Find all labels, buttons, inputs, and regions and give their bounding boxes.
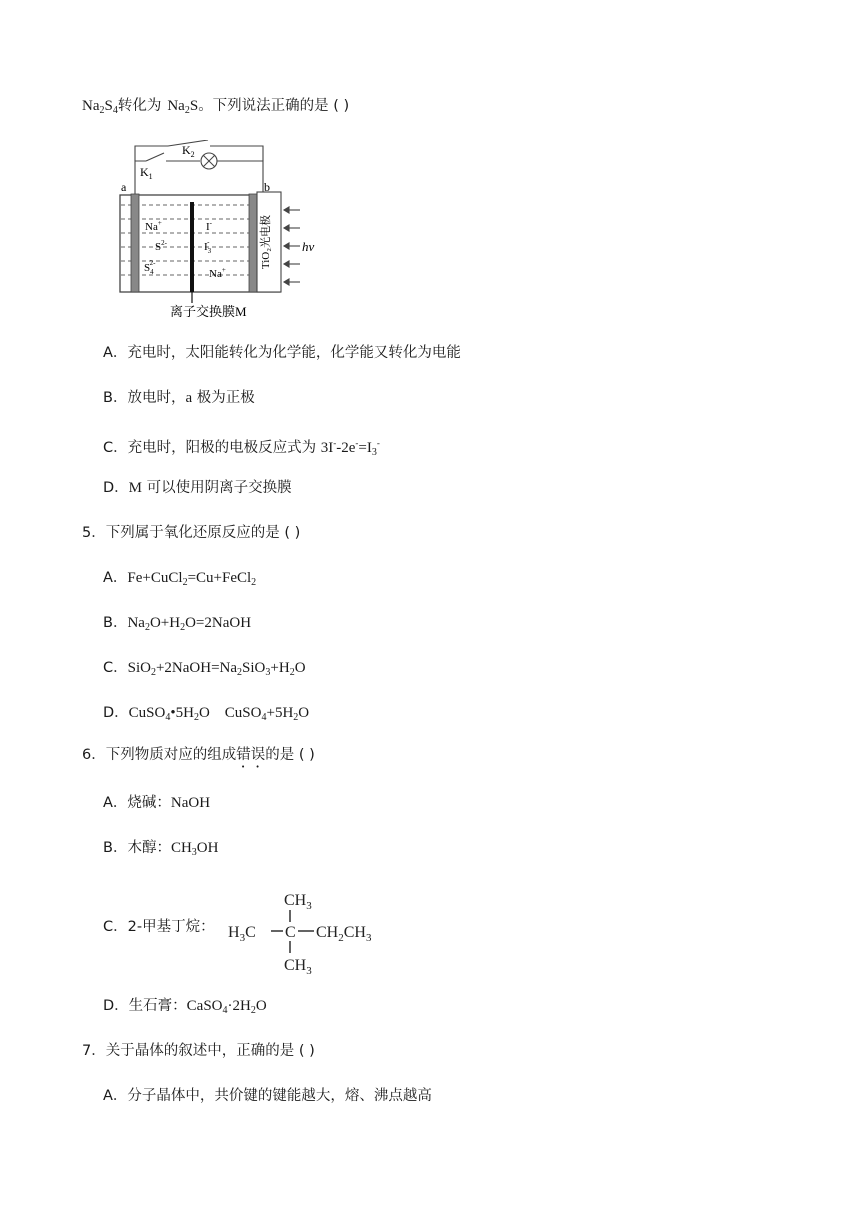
q5-stem: 5．下列属于氧化还原反应的是 ( )	[82, 525, 301, 541]
formula-na2s: $Na_2S$	[167, 98, 199, 116]
q5-option-d: D．$CuSO_4•5H_2O$ $CuSO_4+5H_2O$	[103, 705, 310, 723]
struct-right-ch2ch3: $CH_2CH_3$	[316, 924, 372, 944]
q6-option-b: B．木醇：$CH_3OH$	[103, 840, 219, 858]
intro-text1: 转化为	[117, 98, 162, 114]
q7-stem: 7．关于晶体的叙述中，正确的是 ( )	[82, 1043, 315, 1059]
struct-top-ch3: $CH_3$	[284, 892, 312, 912]
switch-k1	[146, 153, 164, 161]
membrane	[190, 202, 194, 292]
ion-na-left: Na+	[145, 219, 162, 233]
q5-option-b: B．$Na_2O+H_2O=2NaOH$	[103, 615, 252, 633]
wire-right	[217, 161, 263, 192]
ion-na-right: Na+	[209, 266, 226, 280]
struct-center-c: C	[285, 924, 296, 941]
q4-option-b: B．放电时，a 极为正极	[103, 390, 255, 406]
label-a: a	[121, 180, 127, 194]
ion-i: I-	[206, 219, 213, 233]
q6-option-c-label: C．2-甲基丁烷：	[103, 919, 215, 935]
anode-equation: $3I^--2e^-=I_3^-$	[320, 438, 380, 458]
ion-i3: $I_3-$	[204, 238, 212, 255]
k1-label: $K_1$	[140, 165, 153, 181]
formula-na2s4: $Na_2S_4$	[82, 98, 118, 116]
2-methylbutane-structure	[226, 885, 406, 975]
tio2-label: TiO₂光电极	[260, 214, 272, 270]
q5-option-a: A．Fe+CuCl$_2$=Cu+FeCl$_2$	[103, 570, 257, 588]
q6-option-a: A．烧碱：NaOH	[103, 795, 211, 811]
q6-option-d: D．生石膏：$CaSO_4\cdot 2H_2O$	[103, 998, 267, 1016]
q4-option-d: D．M 可以使用阴离子交换膜	[103, 480, 292, 496]
q4-option-c: C．充电时，阳极的电极反应式为 $3I^--2e^-=I_3^-$	[103, 438, 380, 458]
struct-bottom-ch3: $CH_3$	[284, 957, 312, 975]
struct-left-h3c: $H_3C$	[228, 924, 256, 944]
ion-s2: $S^{2-}$	[155, 239, 167, 253]
light-arrows-icon	[284, 207, 300, 285]
k2-label: $K_2$	[182, 143, 195, 159]
q4-option-a: A．充电时，太阳能转化为化学能，化学能又转化为电能	[103, 345, 461, 361]
wire-k2-right	[210, 146, 263, 161]
q7-option-a: A．分子晶体中，共价键的键能越大，熔、沸点越高	[103, 1088, 432, 1104]
membrane-caption: 离子交换膜M	[170, 304, 247, 319]
emphasis-wrong: 错误	[236, 747, 266, 763]
cell-diagram	[118, 140, 358, 320]
q5-option-c: C．$SiO_2+2NaOH=Na_2SiO_3+H_2O$	[103, 660, 306, 678]
electrode-b	[249, 194, 257, 292]
hv-label: hν	[302, 239, 315, 254]
ion-s4: $S_42-$	[144, 259, 156, 276]
intro-text2: 。下列说法正确的是 ( )	[198, 98, 350, 114]
intro-line	[82, 96, 349, 121]
label-b: b	[264, 180, 270, 194]
q6-stem: 6．下列物质对应的组成错误的是 ( )	[82, 747, 315, 763]
electrode-a	[131, 194, 139, 292]
